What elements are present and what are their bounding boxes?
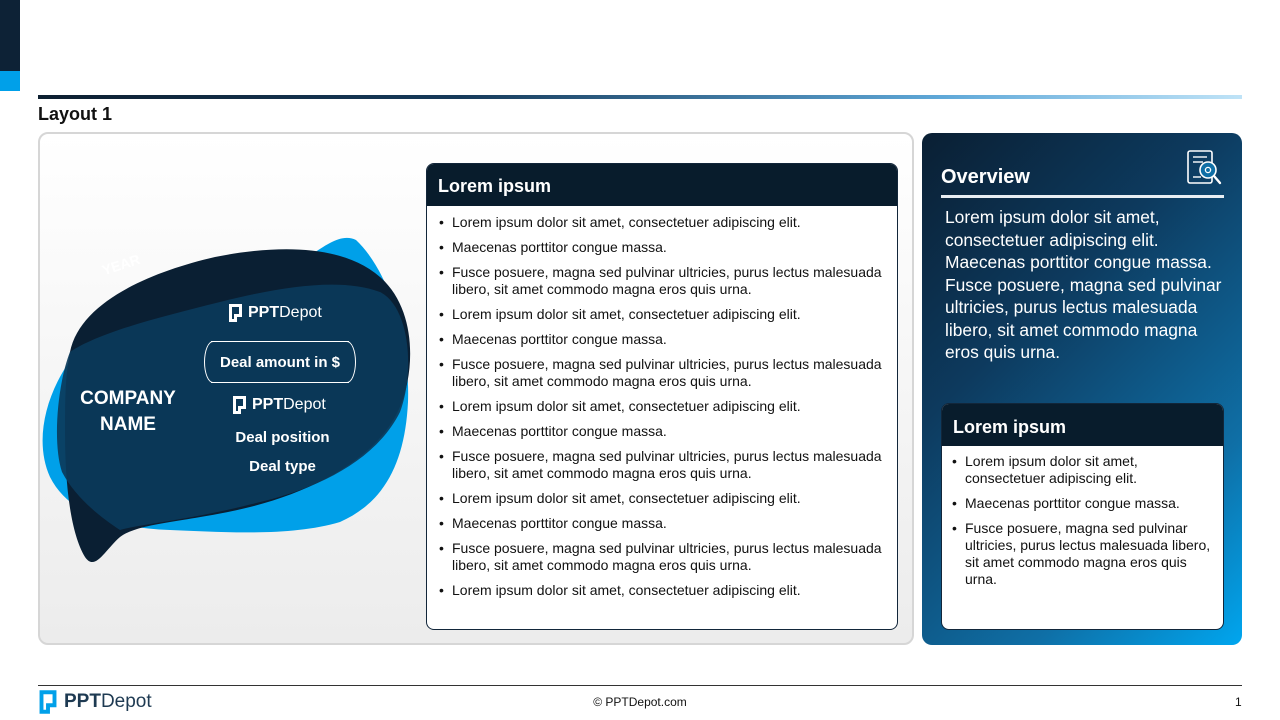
bullet-item: • Lorem ipsum dolor sit amet, consectetuer adipiscing elit. <box>952 453 1213 487</box>
deal-amount-label <box>204 341 356 383</box>
page-title: Layout 1 <box>38 104 113 124</box>
document-search-icon <box>1185 149 1223 187</box>
overview-title: Overview <box>941 166 1030 188</box>
bullet-item: • Maecenas porttitor congue massa. <box>439 239 885 256</box>
year-label: YEAR <box>100 250 142 279</box>
overview-body: Lorem ipsum dolor sit amet, consectetuer adipiscing elit. Maecenas porttitor congue massa. Fusce posuere, magna sed pulvinar ultricies, purus lectus malesuada libero, sit amet commodo magna eros quis urna. <box>945 207 1222 362</box>
logo-text-regular: Depot <box>279 304 322 321</box>
bullet-item: • Lorem ipsum dolor sit amet, consectetuer adipiscing elit. <box>439 490 885 507</box>
footer-divider <box>38 685 1242 686</box>
bullet-item: • Fusce posuere, magna sed pulvinar ultricies, purus lectus malesuada libero, sit amet commodo magna eros quis urna. <box>439 264 885 298</box>
bullet-item: • Lorem ipsum dolor sit amet, consectetuer adipiscing elit. <box>439 582 885 599</box>
logo-text-bold: PPT <box>248 304 280 321</box>
main-card-bullet-list <box>427 206 897 599</box>
main-card-title: Lorem ipsum <box>427 164 897 206</box>
deal-amount-text: Deal amount in $ <box>219 353 341 371</box>
logo-text-bold: PPT <box>252 396 284 413</box>
bullet-item: • Fusce posuere, magna sed pulvinar ultricies, purus lectus malesuada libero, sit amet commodo magna eros quis urna. <box>952 520 1213 588</box>
company-logo <box>228 303 322 323</box>
pptdepot-logo-icon <box>228 303 243 323</box>
partner-logo <box>232 395 326 415</box>
main-lorem-card <box>426 163 898 630</box>
company-name-line1: COMPANY <box>80 388 176 409</box>
bullet-item: • Maecenas porttitor congue massa. <box>952 495 1213 512</box>
copyright-text: © PPTDepot.com <box>593 695 687 709</box>
bullet-item: • Maecenas porttitor congue massa. <box>439 423 885 440</box>
side-card-title: Lorem ipsum <box>942 404 1223 446</box>
corner-accent-dark <box>0 0 20 71</box>
side-card-bullet-list <box>942 446 1223 588</box>
title-divider <box>38 95 1242 99</box>
bullet-item: • Lorem ipsum dolor sit amet, consectetuer adipiscing elit. <box>439 214 885 231</box>
bullet-item: • Fusce posuere, magna sed pulvinar ultricies, purus lectus malesuada libero, sit amet commodo magna eros quis urna. <box>439 540 885 574</box>
deal-position-label: Deal position <box>235 429 330 446</box>
bullet-item: • Maecenas porttitor congue massa. <box>439 331 885 348</box>
deal-type-label: Deal type <box>249 458 316 475</box>
overview-divider <box>941 195 1224 198</box>
bullet-item: • Lorem ipsum dolor sit amet, consectetuer adipiscing elit. <box>439 398 885 415</box>
bullet-item: • Fusce posuere, magna sed pulvinar ultricies, purus lectus malesuada libero, sit amet commodo magna eros quis urna. <box>439 356 885 390</box>
company-name-line2: NAME <box>100 414 156 435</box>
bullet-item: • Lorem ipsum dolor sit amet, consectetuer adipiscing elit. <box>439 306 885 323</box>
corner-accent-blue <box>0 71 20 91</box>
logo-text-bold: PPT <box>64 691 101 712</box>
side-lorem-card <box>941 403 1224 630</box>
logo-text-regular: Depot <box>100 691 152 712</box>
page-number: 1 <box>1235 695 1242 709</box>
company-name <box>60 386 196 438</box>
pptdepot-logo-icon <box>232 395 247 415</box>
bullet-item: • Fusce posuere, magna sed pulvinar ultricies, purus lectus malesuada libero, sit amet commodo magna eros quis urna. <box>439 448 885 482</box>
bullet-item: • Maecenas porttitor congue massa. <box>439 515 885 532</box>
logo-text-regular: Depot <box>283 396 326 413</box>
